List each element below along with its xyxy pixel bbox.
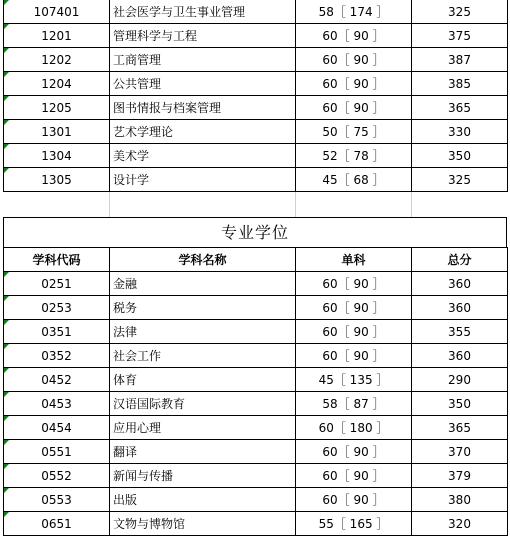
cell-code[interactable]: 1202	[4, 48, 110, 72]
header-name[interactable]: 学科名称	[110, 248, 296, 272]
header-score[interactable]: 单科	[296, 248, 412, 272]
section-title: 专业学位	[3, 217, 507, 247]
cell-total[interactable]: 355	[412, 320, 508, 344]
cell-code[interactable]: 1301	[4, 120, 110, 144]
cell-score[interactable]: 60［ 90 ］	[296, 320, 412, 344]
table-row	[4, 96, 508, 120]
cell-name[interactable]: 法律	[110, 320, 296, 344]
cell-total[interactable]: 379	[412, 464, 508, 488]
cell-code[interactable]: 0251	[4, 272, 110, 296]
cell-total[interactable]: 360	[412, 272, 508, 296]
cell-code[interactable]: 0352	[4, 344, 110, 368]
gridline	[411, 192, 412, 217]
table-row	[4, 72, 508, 96]
table-row	[4, 344, 508, 368]
blank-row	[3, 192, 507, 217]
cell-code[interactable]: 0253	[4, 296, 110, 320]
table-row	[4, 416, 508, 440]
cell-name[interactable]: 设计学	[110, 168, 296, 192]
cell-name[interactable]: 社会工作	[110, 344, 296, 368]
gridline	[109, 192, 110, 217]
table-row	[4, 0, 508, 24]
cell-name[interactable]: 艺术学理论	[110, 120, 296, 144]
cell-total[interactable]: 365	[412, 416, 508, 440]
cell-score[interactable]: 60［ 90 ］	[296, 72, 412, 96]
professional-degree-rows	[4, 272, 508, 536]
cell-score[interactable]: 58［ 87 ］	[296, 392, 412, 416]
academic-degree-rows	[4, 0, 508, 192]
cell-name[interactable]: 工商管理	[110, 48, 296, 72]
cell-score[interactable]: 60［ 90 ］	[296, 296, 412, 320]
table-row	[4, 368, 508, 392]
cell-name[interactable]: 图书情报与档案管理	[110, 96, 296, 120]
header-code[interactable]: 学科代码	[4, 248, 110, 272]
cell-name[interactable]: 金融	[110, 272, 296, 296]
cell-score[interactable]: 60［ 90 ］	[296, 48, 412, 72]
cell-total[interactable]: 330	[412, 120, 508, 144]
cell-code[interactable]: 1205	[4, 96, 110, 120]
table-row	[4, 488, 508, 512]
header-total[interactable]: 总分	[412, 248, 508, 272]
cell-total[interactable]: 325	[412, 0, 508, 24]
cell-name[interactable]: 翻译	[110, 440, 296, 464]
table-row	[4, 120, 508, 144]
table-row	[4, 392, 508, 416]
cell-code[interactable]: 0452	[4, 368, 110, 392]
cell-total[interactable]: 325	[412, 168, 508, 192]
cell-name[interactable]: 社会医学与卫生事业管理	[110, 0, 296, 24]
cell-score[interactable]: 45［ 68 ］	[296, 168, 412, 192]
cell-total[interactable]: 350	[412, 392, 508, 416]
cell-total[interactable]: 350	[412, 144, 508, 168]
table-row	[4, 512, 508, 536]
cell-score[interactable]: 60［ 90 ］	[296, 272, 412, 296]
cell-total[interactable]: 387	[412, 48, 508, 72]
table-row	[4, 296, 508, 320]
cell-score[interactable]: 60［ 90 ］	[296, 440, 412, 464]
cell-code[interactable]: 0454	[4, 416, 110, 440]
table-row	[4, 24, 508, 48]
table-row	[4, 320, 508, 344]
header-row	[4, 248, 508, 272]
cell-code[interactable]: 107401	[4, 0, 110, 24]
cell-total[interactable]: 360	[412, 296, 508, 320]
cell-score[interactable]: 58［ 174 ］	[296, 0, 412, 24]
cell-score[interactable]: 60［ 90 ］	[296, 464, 412, 488]
academic-degree-table	[3, 0, 508, 192]
cell-score[interactable]: 45［ 135 ］	[296, 368, 412, 392]
cell-score[interactable]: 60［ 180 ］	[296, 416, 412, 440]
cell-total[interactable]: 290	[412, 368, 508, 392]
cell-name[interactable]: 体育	[110, 368, 296, 392]
cell-code[interactable]: 1304	[4, 144, 110, 168]
cell-total[interactable]: 320	[412, 512, 508, 536]
cell-code[interactable]: 0351	[4, 320, 110, 344]
table-row	[4, 272, 508, 296]
cell-name[interactable]: 新闻与传播	[110, 464, 296, 488]
cell-code[interactable]: 0552	[4, 464, 110, 488]
cell-score[interactable]: 55［ 165 ］	[296, 512, 412, 536]
cell-total[interactable]: 370	[412, 440, 508, 464]
cell-score[interactable]: 60［ 90 ］	[296, 488, 412, 512]
cell-name[interactable]: 美术学	[110, 144, 296, 168]
table-row	[4, 144, 508, 168]
cell-name[interactable]: 出版	[110, 488, 296, 512]
cell-code[interactable]: 0651	[4, 512, 110, 536]
cell-score[interactable]: 50［ 75 ］	[296, 120, 412, 144]
cell-name[interactable]: 文物与博物馆	[110, 512, 296, 536]
professional-degree-table	[3, 247, 508, 536]
cell-total[interactable]: 365	[412, 96, 508, 120]
cell-score[interactable]: 52［ 78 ］	[296, 144, 412, 168]
cell-code[interactable]: 0553	[4, 488, 110, 512]
table-row	[4, 464, 508, 488]
cell-total[interactable]: 385	[412, 72, 508, 96]
cell-score[interactable]: 60［ 90 ］	[296, 24, 412, 48]
cell-total[interactable]: 375	[412, 24, 508, 48]
cell-name[interactable]: 税务	[110, 296, 296, 320]
cell-name[interactable]: 应用心理	[110, 416, 296, 440]
cell-name[interactable]: 管理科学与工程	[110, 24, 296, 48]
table-row	[4, 440, 508, 464]
cell-code[interactable]: 0453	[4, 392, 110, 416]
table-row	[4, 48, 508, 72]
cell-score[interactable]: 60［ 90 ］	[296, 96, 412, 120]
cell-name[interactable]: 公共管理	[110, 72, 296, 96]
cell-code[interactable]: 1204	[4, 72, 110, 96]
cell-total[interactable]: 380	[412, 488, 508, 512]
cell-code[interactable]: 1201	[4, 24, 110, 48]
cell-total[interactable]: 360	[412, 344, 508, 368]
cell-score[interactable]: 60［ 90 ］	[296, 344, 412, 368]
cell-code[interactable]: 1305	[4, 168, 110, 192]
cell-code[interactable]: 0551	[4, 440, 110, 464]
gridline	[295, 192, 296, 217]
cell-name[interactable]: 汉语国际教育	[110, 392, 296, 416]
table-row	[4, 168, 508, 192]
